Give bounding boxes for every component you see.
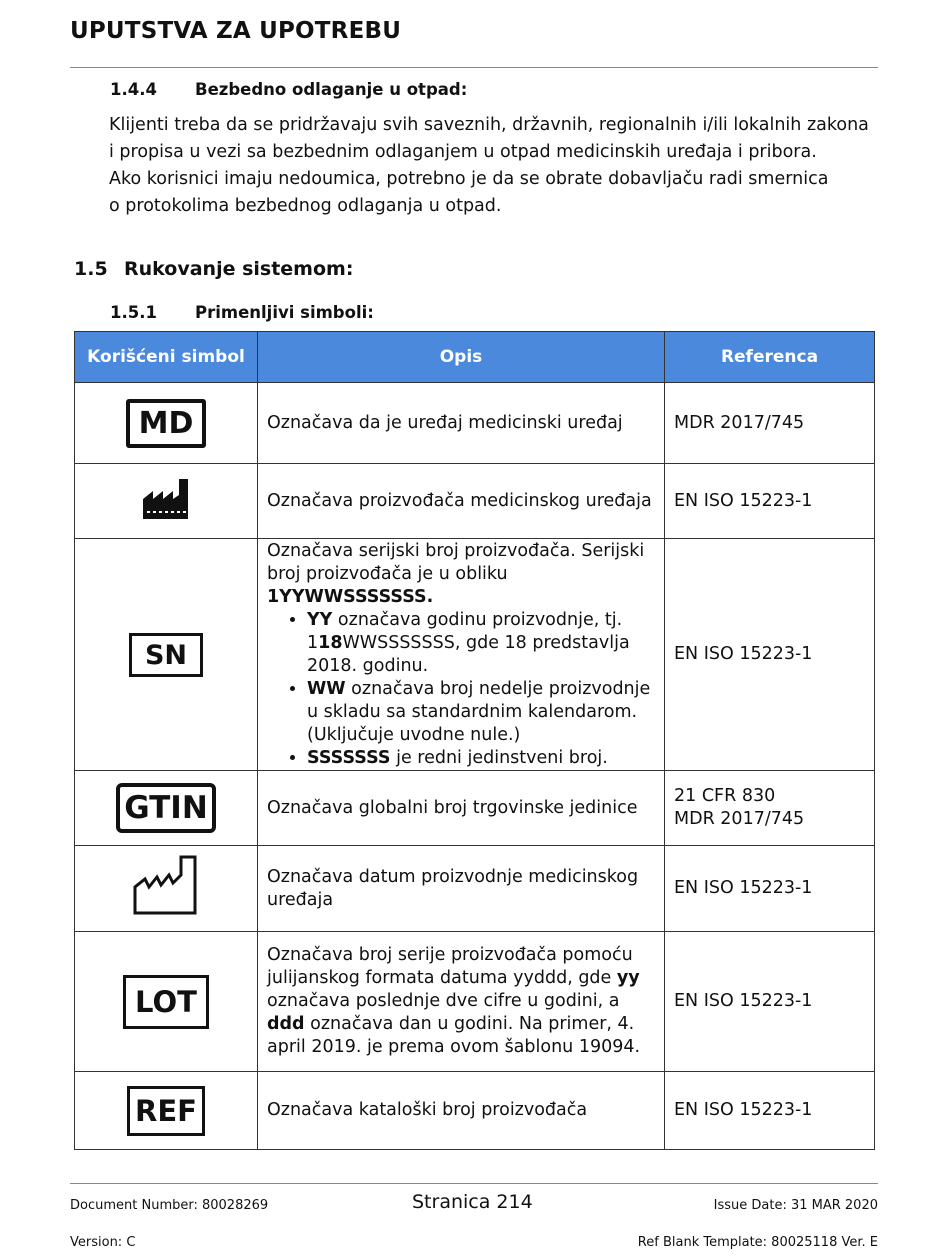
issue-date: Issue Date: 31 MAR 2020	[713, 1198, 878, 1213]
lot-text: označava poslednje dve cifre u godini, a	[267, 991, 620, 1011]
reference-line: 21 CFR 830	[674, 786, 776, 806]
page-header	[70, 18, 878, 44]
list-item	[307, 609, 655, 678]
template-reference: Ref Blank Template: 80025118 Ver. E	[637, 1235, 878, 1250]
bullet-text: označava broj nedelje proizvodnje u skladu sa standardnim kalendarom. (Uključuje uvodne nule.)	[307, 679, 651, 745]
sn-symbol-icon: SN	[129, 633, 203, 677]
paragraph-line: Ako korisnici imaju nedoumica, potrebno je da se obrate dobavljaču radi smernica	[109, 169, 829, 189]
symbol-cell	[75, 539, 258, 771]
lot-text: Označava broj serije proizvođača pomoću julijanskog formata datuma yyddd, gde	[267, 945, 633, 988]
section-title: Bezbedno odlaganje u otpad:	[195, 80, 468, 99]
column-header-symbol: Korišćeni simbol	[75, 332, 258, 383]
bullet-term: YY	[307, 610, 333, 630]
symbol-cell	[75, 383, 258, 464]
section-number: 1.5.1	[110, 303, 157, 322]
bullet-term: SSSSSSS	[307, 748, 391, 768]
bullet-term: 18	[318, 633, 343, 653]
bullet-text: WWSSSSSSS, gde 18 predstavlja 2018. godinu.	[307, 633, 630, 676]
header-divider	[70, 67, 878, 68]
paragraph-line: o protokolima bezbednog odlaganja u otpad.	[109, 196, 502, 216]
disposal-paragraph	[109, 112, 879, 220]
column-header-reference: Referenca	[665, 332, 875, 383]
description-cell: Označava datum proizvodnje medicinskog uređaja	[258, 846, 665, 932]
document-number: Document Number: 80028269	[70, 1198, 269, 1213]
table-row	[75, 464, 875, 539]
description-cell: Označava globalni broj trgovinske jedinice	[258, 771, 665, 846]
page-title: UPUTSTVA ZA UPOTREBU	[70, 18, 402, 44]
column-header-description: Opis	[258, 332, 665, 383]
gtin-symbol-icon: GTIN	[116, 783, 216, 833]
section-number: 1.4.4	[110, 80, 157, 99]
list-item	[307, 747, 655, 770]
reference-cell: EN ISO 15223-1	[665, 846, 875, 932]
section-heading-1-4-4	[110, 80, 467, 99]
symbol-cell	[75, 1072, 258, 1150]
reference-cell: EN ISO 15223-1	[665, 539, 875, 771]
table-row	[75, 932, 875, 1072]
description-cell: Označava kataloški broj proizvođača	[258, 1072, 665, 1150]
list-item	[307, 678, 655, 747]
symbols-table	[74, 331, 875, 1150]
section-number: 1.5	[74, 258, 108, 280]
table-row	[75, 846, 875, 932]
reference-cell	[665, 771, 875, 846]
bullet-text: označava godinu proizvodnje, tj. 1	[307, 610, 623, 653]
symbol-cell	[75, 846, 258, 932]
description-cell: Označava da je uređaj medicinski uređaj	[258, 383, 665, 464]
lot-text: označava dan u godini. Na primer, 4. april 2019. je prema ovom šablonu 19094.	[267, 1014, 641, 1057]
md-symbol-icon: MD	[126, 399, 207, 448]
section-title: Rukovanje sistemom:	[124, 258, 354, 280]
serial-format: 1YYWWSSSSSSS.	[267, 587, 434, 607]
table-header-row	[75, 332, 875, 383]
table-row	[75, 771, 875, 846]
manufacturer-icon	[141, 475, 191, 521]
date-of-manufacture-icon	[131, 853, 201, 917]
lot-term: yy	[616, 968, 640, 988]
section-heading-1-5-1	[110, 303, 374, 322]
reference-cell: EN ISO 15223-1	[665, 932, 875, 1072]
table-row	[75, 539, 875, 771]
description-intro: Označava serijski broj proizvođača. Serijski broj proizvođača je u obliku	[267, 541, 645, 584]
section-title: Primenljivi simboli:	[195, 303, 374, 322]
reference-line: MDR 2017/745	[674, 809, 805, 829]
version: Version: C	[70, 1235, 136, 1250]
footer-divider	[70, 1183, 878, 1184]
lot-term: ddd	[267, 1014, 305, 1034]
lot-symbol-icon: LOT	[123, 975, 209, 1029]
page-number: Stranica 214	[412, 1191, 533, 1213]
reference-cell: EN ISO 15223-1	[665, 464, 875, 539]
bullet-text: je redni jedinstveni broj.	[390, 748, 608, 768]
description-cell	[258, 932, 665, 1072]
table-row	[75, 1072, 875, 1150]
symbol-cell	[75, 771, 258, 846]
paragraph-line: Klijenti treba da se pridržavaju svih saveznih, državnih, regionalnih i/ili lokalnih zakona	[109, 115, 869, 135]
reference-cell: MDR 2017/745	[665, 383, 875, 464]
description-cell	[258, 539, 665, 771]
serial-format-list	[267, 609, 655, 770]
table-row	[75, 383, 875, 464]
bullet-term: WW	[307, 679, 346, 699]
paragraph-line: i propisa u vezi sa bezbednim odlaganjem u otpad medicinskih uređaja i pribora.	[109, 142, 817, 162]
reference-cell: EN ISO 15223-1	[665, 1072, 875, 1150]
description-cell: Označava proizvođača medicinskog uređaja	[258, 464, 665, 539]
symbol-cell	[75, 464, 258, 539]
section-heading-1-5	[74, 258, 353, 280]
ref-symbol-icon: REF	[127, 1086, 205, 1136]
symbol-cell	[75, 932, 258, 1072]
